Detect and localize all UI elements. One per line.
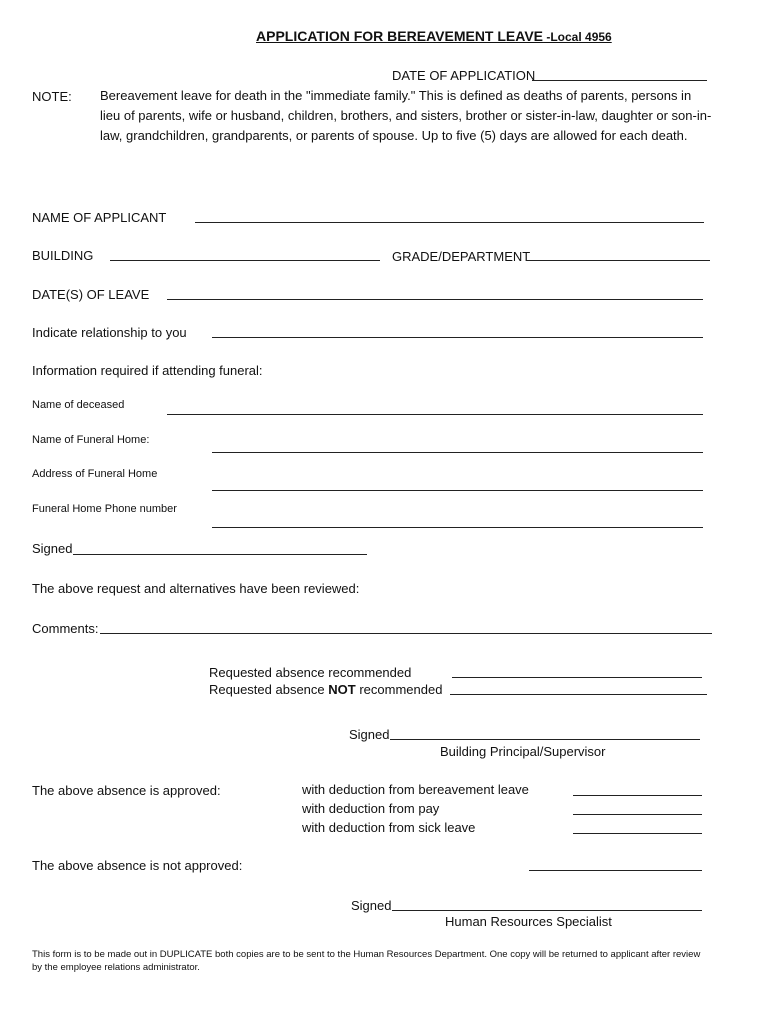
hr-title: Human Resources Specialist [445, 914, 612, 929]
relationship-field[interactable] [212, 337, 703, 338]
not-approved-field[interactable] [529, 870, 702, 871]
not-emphasis: NOT [328, 682, 356, 697]
date-of-application-field[interactable] [532, 80, 707, 81]
footer-note: This form is to be made out in DUPLICATE both copies are to be sent to the Human Resources Department. One copy will be returned to applicant after review by the employee relations administrator. [32, 949, 701, 973]
deduction-sick-field[interactable] [573, 833, 702, 834]
relationship-label: Indicate relationship to you [32, 325, 187, 340]
funeral-home-address-field[interactable] [212, 490, 703, 491]
name-of-applicant-field[interactable] [195, 222, 704, 223]
funeral-home-phone-field[interactable] [212, 527, 703, 528]
funeral-home-name-field[interactable] [212, 452, 703, 453]
deduction-pay-field[interactable] [573, 814, 702, 815]
comments-field[interactable] [100, 633, 712, 634]
building-field[interactable] [110, 260, 380, 261]
recommended-field[interactable] [452, 677, 702, 678]
dates-of-leave-field[interactable] [167, 299, 703, 300]
grade-department-field[interactable] [526, 260, 710, 261]
form-title [256, 28, 612, 44]
reviewed-statement: The above request and alternatives have been reviewed: [32, 581, 360, 596]
not-recommended-field[interactable] [450, 694, 707, 695]
not-recommended-label [209, 682, 442, 697]
form-title-text: APPLICATION FOR BEREAVEMENT LEAVE [256, 28, 544, 44]
name-of-applicant-label: NAME OF APPLICANT [32, 210, 167, 225]
note-text: Bereavement leave for death in the "immediate family." This is defined as deaths of parents, persons in lieu of parents, wife or husband, children, brothers, and sisters, brother or sister-in-law, daughter or son-in-law, grandchildren, grandparents, or parents of spouse. Up to five (5) days are allowed for each death. [100, 88, 712, 143]
applicant-signed-label: Signed [32, 541, 73, 556]
building-label: BUILDING [32, 248, 94, 263]
supervisor-signed-label: Signed [349, 727, 390, 742]
deduction-pay-label: with deduction from pay [302, 801, 440, 816]
funeral-home-phone-label: Funeral Home Phone number [32, 503, 177, 515]
comments-label: Comments: [32, 621, 99, 636]
deduction-bereavement-field[interactable] [573, 795, 702, 796]
dates-of-leave-label: DATE(S) OF LEAVE [32, 287, 150, 302]
name-of-deceased-label: Name of deceased [32, 399, 125, 411]
hr-signed-label: Signed [351, 898, 392, 913]
hr-signature-field[interactable] [392, 910, 702, 911]
applicant-signature-field[interactable] [73, 554, 367, 555]
name-of-deceased-field[interactable] [167, 414, 703, 415]
not-recommended-suffix: recommended [355, 682, 443, 697]
approved-label: The above absence is approved: [32, 783, 221, 798]
date-of-application-label: DATE OF APPLICATION [392, 68, 536, 83]
not-approved-label: The above absence is not approved: [32, 858, 243, 873]
note-label: NOTE: [32, 89, 72, 104]
funeral-home-address-label: Address of Funeral Home [32, 468, 158, 480]
recommended-label: Requested absence recommended [209, 665, 412, 680]
deduction-bereavement-label: with deduction from bereavement leave [302, 782, 529, 797]
supervisor-signature-field[interactable] [390, 739, 700, 740]
grade-department-label: GRADE/DEPARTMENT [392, 249, 531, 264]
not-recommended-prefix: Requested absence [209, 682, 329, 697]
funeral-info-heading: Information required if attending funeral: [32, 363, 263, 378]
deduction-sick-label: with deduction from sick leave [302, 820, 476, 835]
form-title-local: -Local 4956 [543, 30, 612, 44]
supervisor-title: Building Principal/Supervisor [440, 744, 606, 759]
funeral-home-name-label: Name of Funeral Home: [32, 434, 150, 446]
